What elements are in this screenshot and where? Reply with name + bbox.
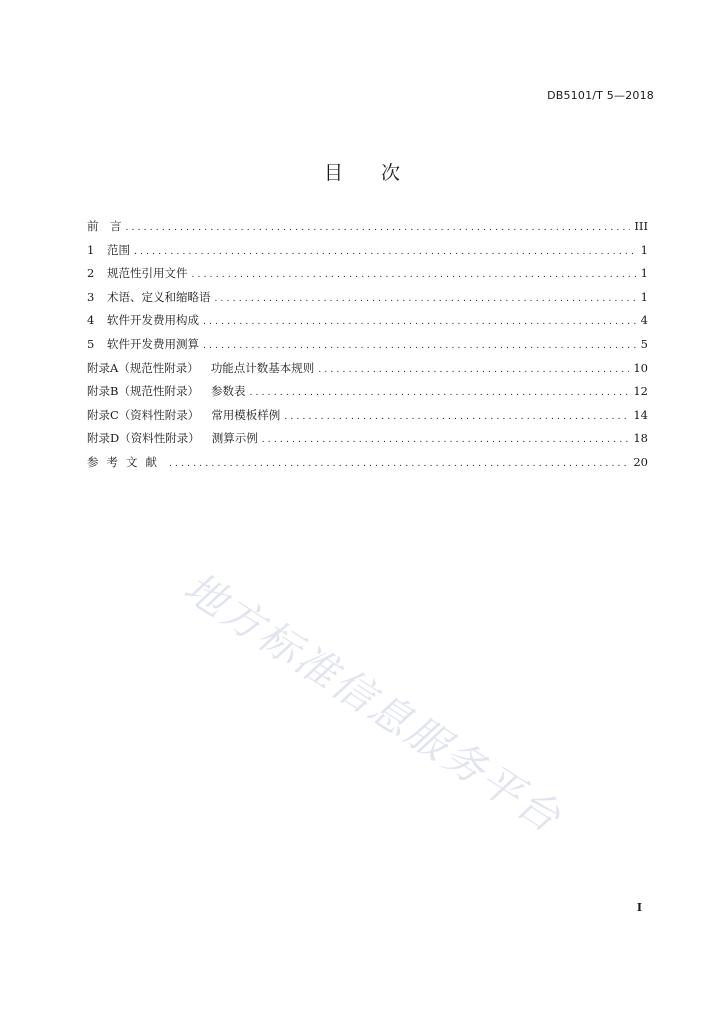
toc-entry-bibliography[interactable] bbox=[87, 451, 648, 475]
toc-entry-label: 软件开发费用测算 bbox=[107, 336, 199, 351]
toc-entry-page: 10 bbox=[633, 360, 648, 375]
page-title: 目 次 bbox=[323, 162, 417, 184]
toc-entry-label: 规范性引用文件 bbox=[107, 266, 188, 281]
toc-entry-scope[interactable] bbox=[87, 239, 648, 263]
toc-entry-appendix-a[interactable] bbox=[87, 357, 648, 381]
document-code: DB5101/T 5—2018 bbox=[547, 89, 654, 102]
toc-entry-label: 附录D（资料性附录） bbox=[87, 431, 200, 446]
toc-entry-appendix-d[interactable] bbox=[87, 427, 648, 451]
toc-entry-number: 5 bbox=[87, 336, 95, 351]
toc-entry-cost-composition[interactable] bbox=[87, 309, 648, 333]
toc-entry-label: 范围 bbox=[107, 242, 130, 257]
toc-entry-cost-estimation[interactable] bbox=[87, 333, 648, 357]
toc-entry-number: 3 bbox=[87, 289, 95, 304]
toc-leader-dots bbox=[126, 217, 631, 241]
toc-entry-number: 1 bbox=[87, 242, 95, 257]
toc-entry-page: 14 bbox=[633, 407, 648, 422]
toc-entry-subtitle: 参数表 bbox=[210, 384, 246, 399]
toc-entry-number: 2 bbox=[87, 266, 95, 281]
toc-entry-subtitle: 常用模板样例 bbox=[211, 407, 281, 422]
toc-entry-label: 术语、定义和缩略语 bbox=[107, 289, 211, 304]
toc-entry-page: 18 bbox=[633, 431, 648, 446]
toc-entry-label: 附录A（规范性附录） bbox=[87, 360, 199, 375]
toc-leader-dots bbox=[215, 288, 637, 312]
toc-entry-appendix-b[interactable] bbox=[87, 380, 648, 404]
toc-entry-label: 前 言 bbox=[87, 219, 122, 233]
toc-entry-page: 4 bbox=[640, 313, 648, 328]
toc-entry-page: 12 bbox=[633, 384, 648, 399]
toc-entry-normative-references[interactable] bbox=[87, 262, 648, 286]
toc-entry-page: 1 bbox=[640, 266, 648, 281]
toc-entry-terms[interactable] bbox=[87, 286, 648, 310]
toc-leader-dots bbox=[192, 264, 637, 288]
toc-entry-page: 20 bbox=[633, 454, 648, 469]
toc-entry-page: 1 bbox=[640, 242, 648, 257]
toc-entry-page: III bbox=[634, 219, 648, 233]
toc-entry-page: 1 bbox=[640, 289, 648, 304]
toc-leader-dots bbox=[284, 406, 629, 430]
toc-leader-dots bbox=[203, 311, 637, 335]
toc-leader-dots bbox=[169, 453, 629, 477]
toc-entry-foreword[interactable] bbox=[87, 215, 648, 239]
toc-entry-subtitle: 测算示例 bbox=[211, 431, 258, 446]
toc-entry-label: 附录B（规范性附录） bbox=[87, 384, 199, 399]
toc-leader-dots bbox=[249, 382, 629, 406]
toc-entry-appendix-c[interactable] bbox=[87, 404, 648, 428]
toc-entry-page: 5 bbox=[640, 336, 648, 351]
toc-entry-subtitle: 功能点计数基本规则 bbox=[210, 360, 315, 375]
toc-entry-number: 4 bbox=[87, 313, 95, 328]
toc-entry-label: 附录C（资料性附录） bbox=[87, 407, 200, 422]
toc-leader-dots bbox=[262, 429, 630, 453]
toc-leader-dots bbox=[203, 335, 637, 359]
toc-leader-dots bbox=[318, 359, 629, 383]
table-of-contents bbox=[87, 215, 648, 475]
toc-leader-dots bbox=[134, 241, 637, 265]
watermark: 地方标准信息服务平台 bbox=[175, 562, 571, 843]
toc-entry-label: 参考文献 bbox=[87, 454, 165, 469]
toc-entry-label: 软件开发费用构成 bbox=[107, 313, 199, 328]
page-number: I bbox=[636, 901, 642, 914]
